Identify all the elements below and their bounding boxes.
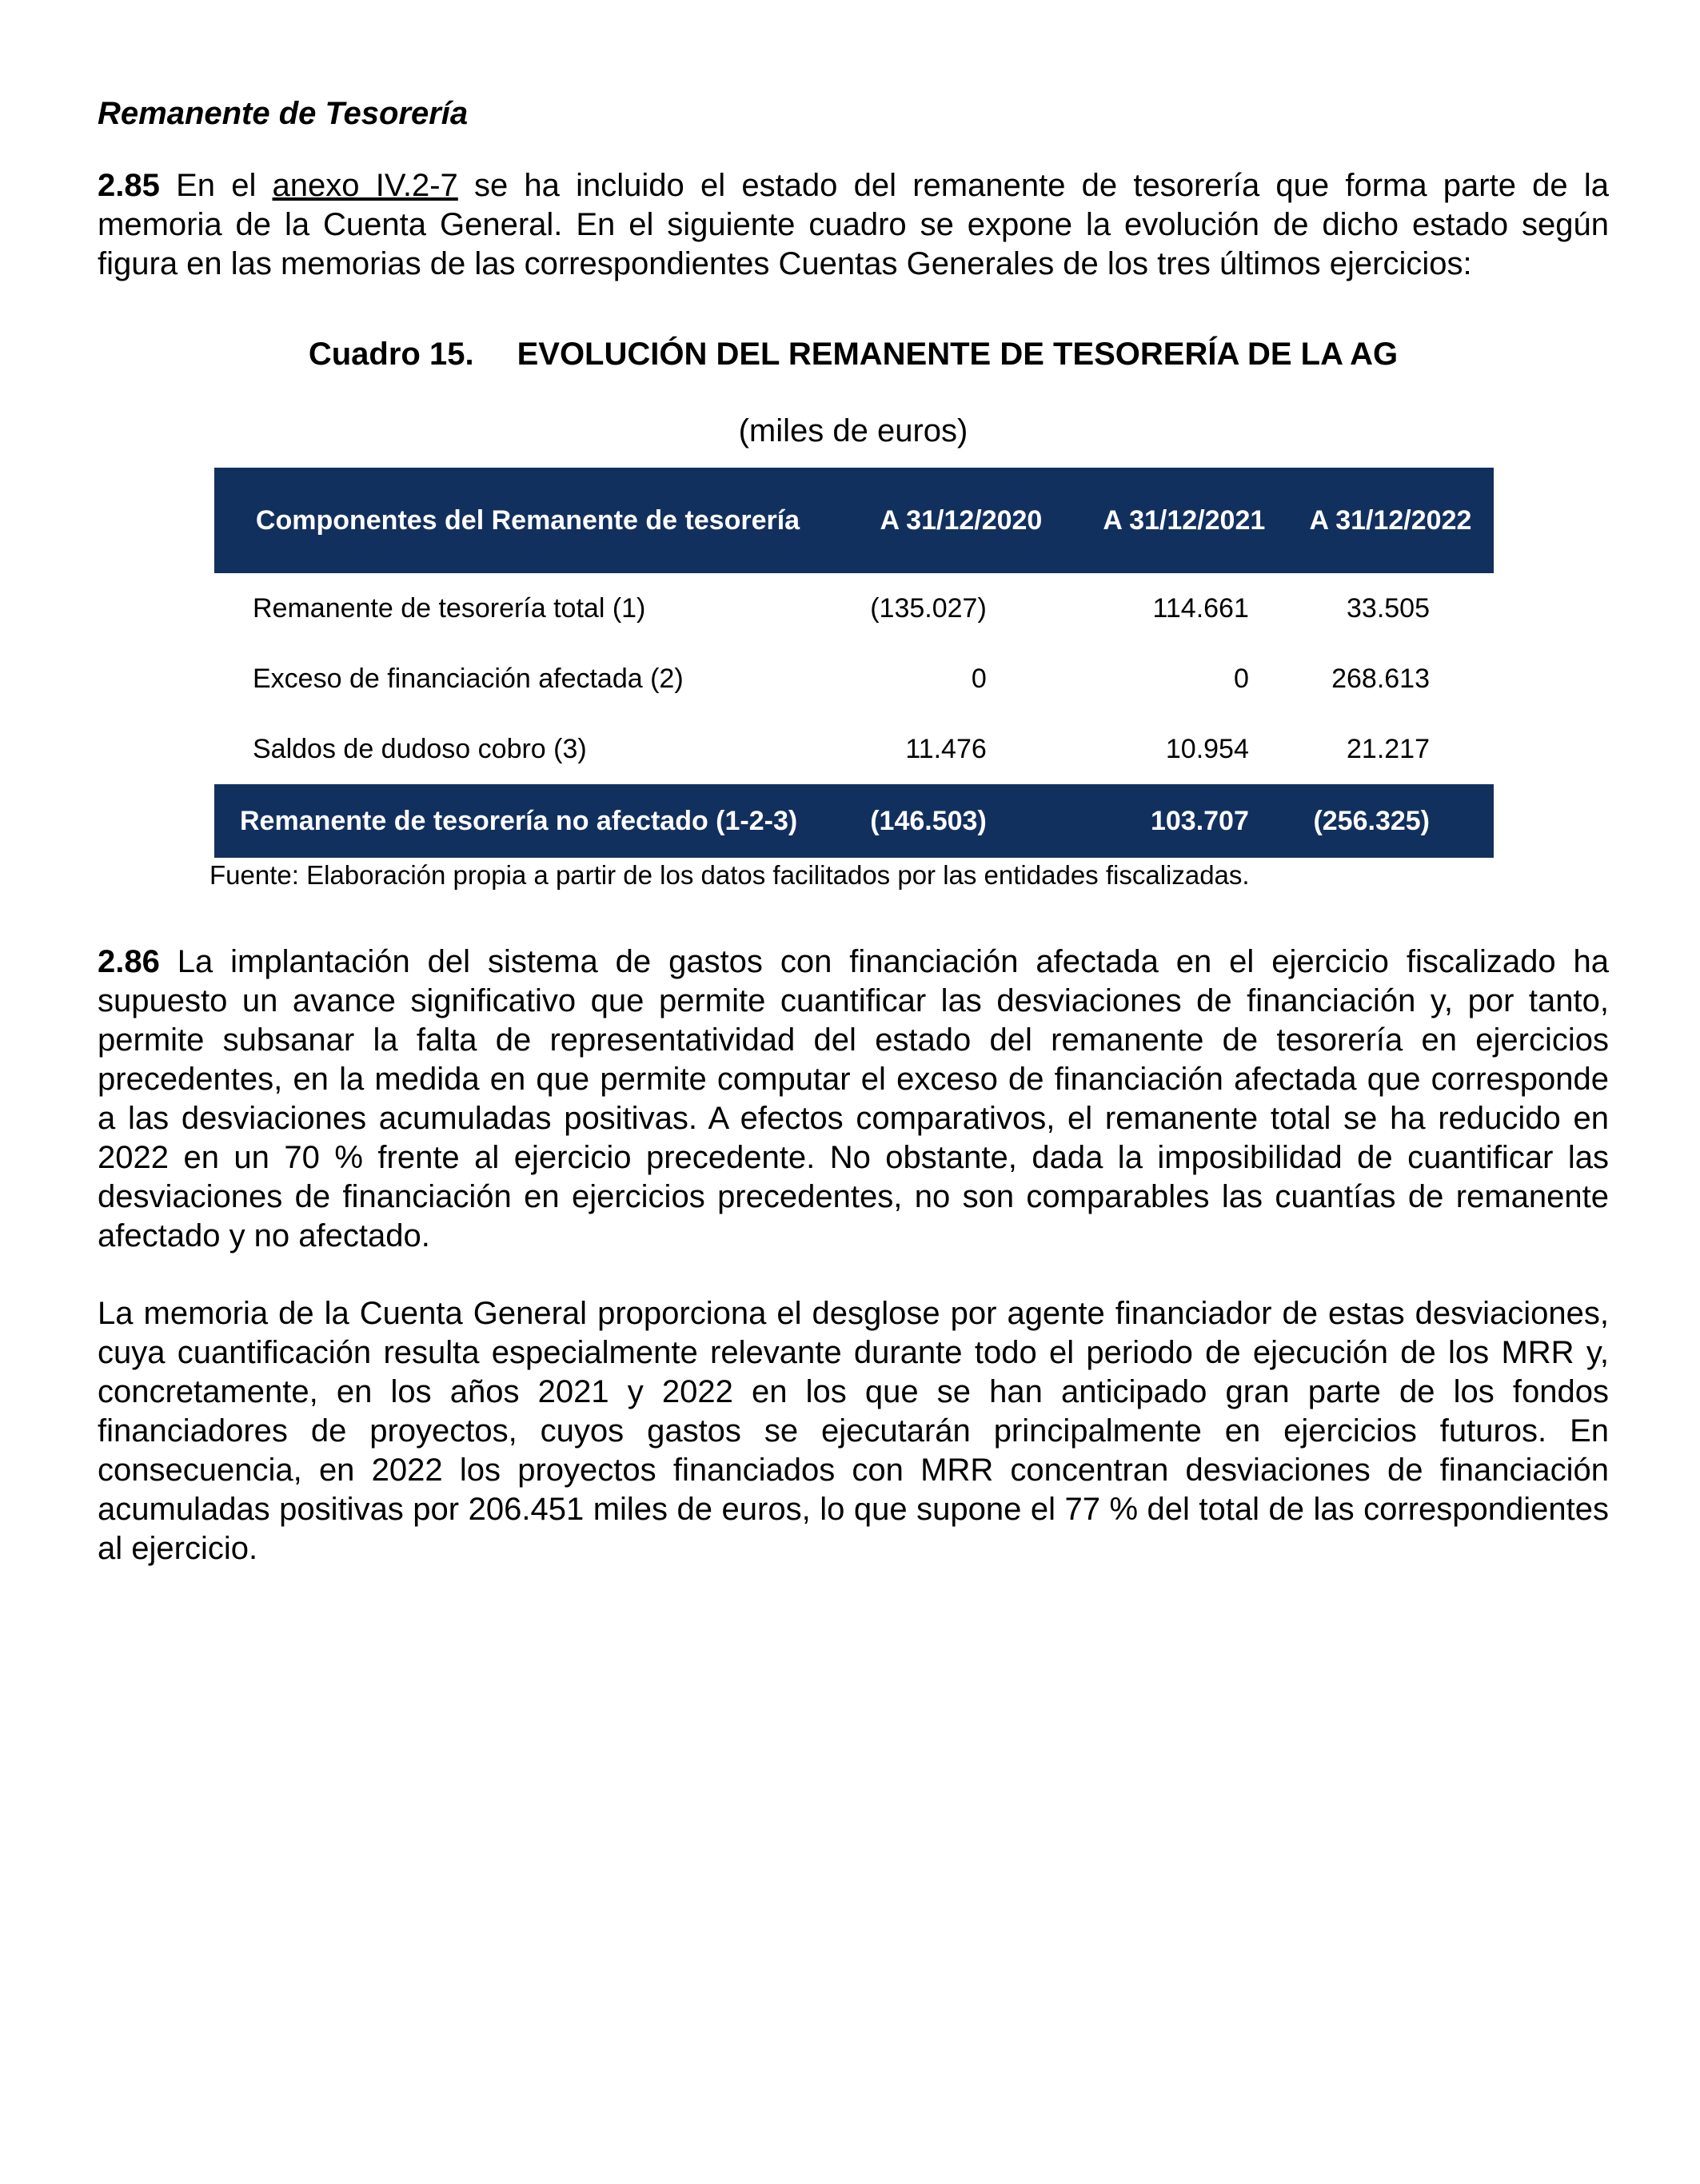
cell-2020: 11.476 (905, 733, 987, 764)
header-2020: A 31/12/2020 (841, 468, 1081, 573)
paragraph-2-86: 2.86 La implantación del sistema de gastos con financiación afectada en el ejercicio fiscalizado ha supuesto un avance significativo que permite cuantificar las desviaciones de financiación y, por tanto, permite subsanar la falta de representatividad del estado del remanente de tesorería en ejercicios precedentes, en la medida en que permite computar el exceso de financiación afectada que corresponde a las desviaciones acumuladas positivas. A efectos comparativos, el remanente total se ha reducido en 2022 en un 70 % frente al ejercicio precedente. No obstante, dada la imposibilidad de cuantificar las desviaciones de financiación en ejercicios precedentes, no son comparables las cuantías de remanente afectado y no afectado. (98, 944, 1609, 1253)
remanente-table (214, 468, 1494, 858)
table-units: (miles de euros) (738, 413, 968, 448)
table-title: EVOLUCIÓN DEL REMANENTE DE TESORERÍA DE LA AG (517, 337, 1399, 372)
row-label: Remanente de tesorería total (1) (253, 592, 646, 624)
header-2022: A 31/12/2022 (1287, 468, 1494, 573)
cell-2021: 10.954 (1165, 733, 1249, 764)
total-2021: 103.707 (1081, 784, 1287, 858)
table-header-row (214, 468, 1494, 573)
paragraph-number: 2.86 (98, 944, 160, 979)
table-caption (98, 335, 1609, 373)
cell-2020: (135.027) (870, 592, 987, 624)
total-2020: (146.503) (841, 784, 1081, 858)
paragraph-mrr: La memoria de la Cuenta General proporciona el desglose por agente financiador de estas desviaciones, cuya cuantificación resulta especialmente relevante durante todo el periodo de ejecución de los MRR y, concretamente, en los años 2021 y 2022 en los que se han anticipado gran parte de los fondos financiadores de proyectos, cuyos gastos se ejecutarán principalmente en ejercicios futuros. En consecuencia, en 2022 los proyectos financiados con MRR concentran desviaciones de financiación acumuladas positivas por 206.451 miles de euros, lo que supone el 77 % del total de las correspondientes al ejercicio. (98, 1296, 1609, 1566)
table-row (214, 644, 1494, 714)
header-2021: A 31/12/2021 (1081, 468, 1287, 573)
header-components: Componentes del Remanente de tesorería (214, 468, 841, 573)
table-row (214, 714, 1494, 784)
table-total-row (214, 784, 1494, 858)
cell-2021: 114.661 (1152, 592, 1249, 624)
row-label: Saldos de dudoso cobro (3) (253, 733, 587, 764)
table-number: Cuadro 15. (308, 337, 474, 372)
cell-2022: 33.505 (1347, 592, 1430, 624)
total-label: Remanente de tesorería no afectado (1-2-3) (214, 784, 841, 858)
cell-2022: 268.613 (1331, 663, 1430, 694)
cell-2020: 0 (971, 663, 987, 694)
cell-2022: 21.217 (1347, 733, 1430, 764)
row-label: Exceso de financiación afectada (2) (253, 663, 684, 694)
section-title: Remanente de Tesorería (98, 96, 469, 131)
table-source: Fuente: Elaboración propia a partir de los datos facilitados por las entidades fiscalizadas. (210, 860, 1250, 890)
annex-link[interactable]: anexo IV.2-7 (272, 168, 458, 203)
cell-2021: 0 (1233, 663, 1249, 694)
paragraph-number: 2.85 (98, 168, 160, 203)
table-row (214, 573, 1494, 644)
paragraph-2-85: 2.85 En el anexo IV.2-7 se ha incluido el estado del remanente de tesorería que forma parte de la memoria de la Cuenta General. En el siguiente cuadro se expone la evolución de dicho estado según figura en las memorias de las correspondientes Cuentas Generales de los tres últimos ejercicios: (98, 168, 1609, 281)
document-page (98, 94, 1609, 1568)
total-2022: (256.325) (1287, 784, 1494, 858)
